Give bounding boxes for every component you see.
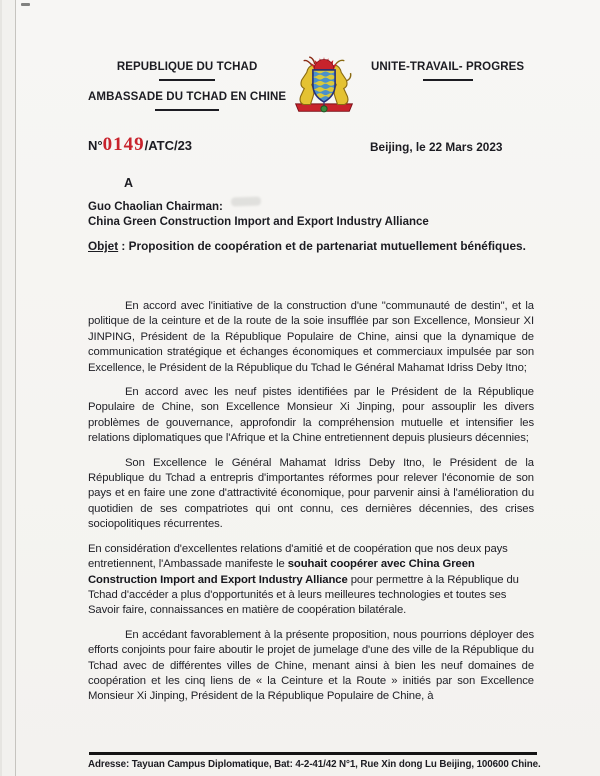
separator-rule bbox=[423, 79, 473, 81]
letterhead-left bbox=[88, 61, 286, 111]
separator-rule bbox=[155, 109, 219, 111]
recipient-block bbox=[88, 200, 429, 229]
reference-suffix: /ATC/23 bbox=[144, 138, 193, 153]
reference-prefix: N° bbox=[88, 138, 103, 153]
recipient-organization: China Green Construction Import and Export Industry Alliance bbox=[88, 215, 429, 228]
paragraph-3: Son Excellence le Général Mahamat Idriss Deby Itno, le Président de la République du Tchad a entrepris d'importantes réformes pour relever l'économie de son pays et en faire une zone d'attractivité économique, pour parvenir ainsi à l'amélioration du quotidien de ses compatriotes qui ont connu, ces dernières décennies, des crises sociopolitiques récurrentes. bbox=[88, 456, 534, 531]
dateline: Beijing, le 22 Mars 2023 bbox=[370, 140, 503, 154]
reference-digits: 0149 bbox=[102, 134, 145, 155]
subject-colon: : bbox=[118, 239, 129, 253]
chad-coat-of-arms-icon bbox=[287, 54, 361, 118]
footer-rule bbox=[89, 752, 537, 755]
paragraph-4-start: En considération d'excellentes relations d'amitié et de coopération que nos deux pays entretiennent, l'Ambassade manifeste le bbox=[88, 542, 508, 571]
letter-body bbox=[88, 299, 534, 751]
paragraph-4-end: pour permettre à la République du Tchad d'accéder a plus d'opportunités et à leurs meilleures technologies et toutes ses Savoir faire, connaissances en matière de coopération bilatérale. bbox=[88, 573, 519, 617]
republic-title: REPUBLIQUE DU TCHAD bbox=[116, 61, 258, 73]
separator-rule bbox=[159, 79, 215, 81]
paragraph-5: En accédant favorablement à la présente proposition, nous pourrions déployer des efforts conjoints pour faire aboutir le projet de jumelage d'une des ville de la République du Tchad avec de différentes villes de Chine, menant ainsi à bien les neuf domaines de coopération et les cinq liens de « la Ceinture et la Route » initiés par son Excellence Monsieur Xi Jinping, Président de la République Populaire de Chine, à bbox=[88, 628, 534, 703]
scan-left-edge bbox=[0, 0, 16, 776]
recipient-name: Guo Chaolian Chairman: bbox=[88, 201, 223, 213]
paragraph-4-bold-partner: souhait coopérer avec China Green Construction Import and Export Industry Alliance bbox=[88, 558, 475, 586]
reference-number bbox=[88, 135, 192, 154]
national-motto: UNITE-TRAVAIL- PROGRES bbox=[371, 61, 525, 73]
subject-label: Objet bbox=[88, 239, 119, 253]
paragraph-4 bbox=[88, 542, 534, 619]
letterhead-motto bbox=[371, 61, 524, 81]
addressee-marker: A bbox=[124, 176, 134, 190]
subject-line bbox=[88, 239, 540, 255]
scan-artifact-mark bbox=[21, 3, 30, 6]
paragraph-1: En accord avec l'initiative de la construction d'une "communauté de destin", et la politique de la ceinture et de la route de la soie insufflée par son Excellence, Monsieur XI JINPING, Président de la République Populaire de Chine, ainsi que la dynamique de communication stratégique et échanges économiques et commerciaux impulsée par son Excellence, le Président de la République du Tchad le Général Mahamat Idriss Deby Itno; bbox=[88, 300, 534, 374]
paragraph-2: En accord avec les neuf pistes identifiées par le Président de la République Populaire de Chine, son Excellence Monsieur Xi Jinping, pour assouplir les divers problèmes de gouvernance, approfondir la compréhension mutuelle et intensifier les relations diplomatiques que l'Afrique et la Chine entretiennent depuis plusieurs décennies; bbox=[88, 386, 534, 445]
subject-text: Proposition de coopération et de partenariat mutuellement bénéfiques. bbox=[128, 239, 526, 253]
embassy-title: AMBASSADE DU TCHAD EN CHINE bbox=[88, 91, 287, 103]
footer-address: Adresse: Tayuan Campus Diplomatique, Bat: 4-2-41/42 N°1, Rue Xin dong Lu Beijing, 100600 Chine. bbox=[88, 759, 541, 770]
